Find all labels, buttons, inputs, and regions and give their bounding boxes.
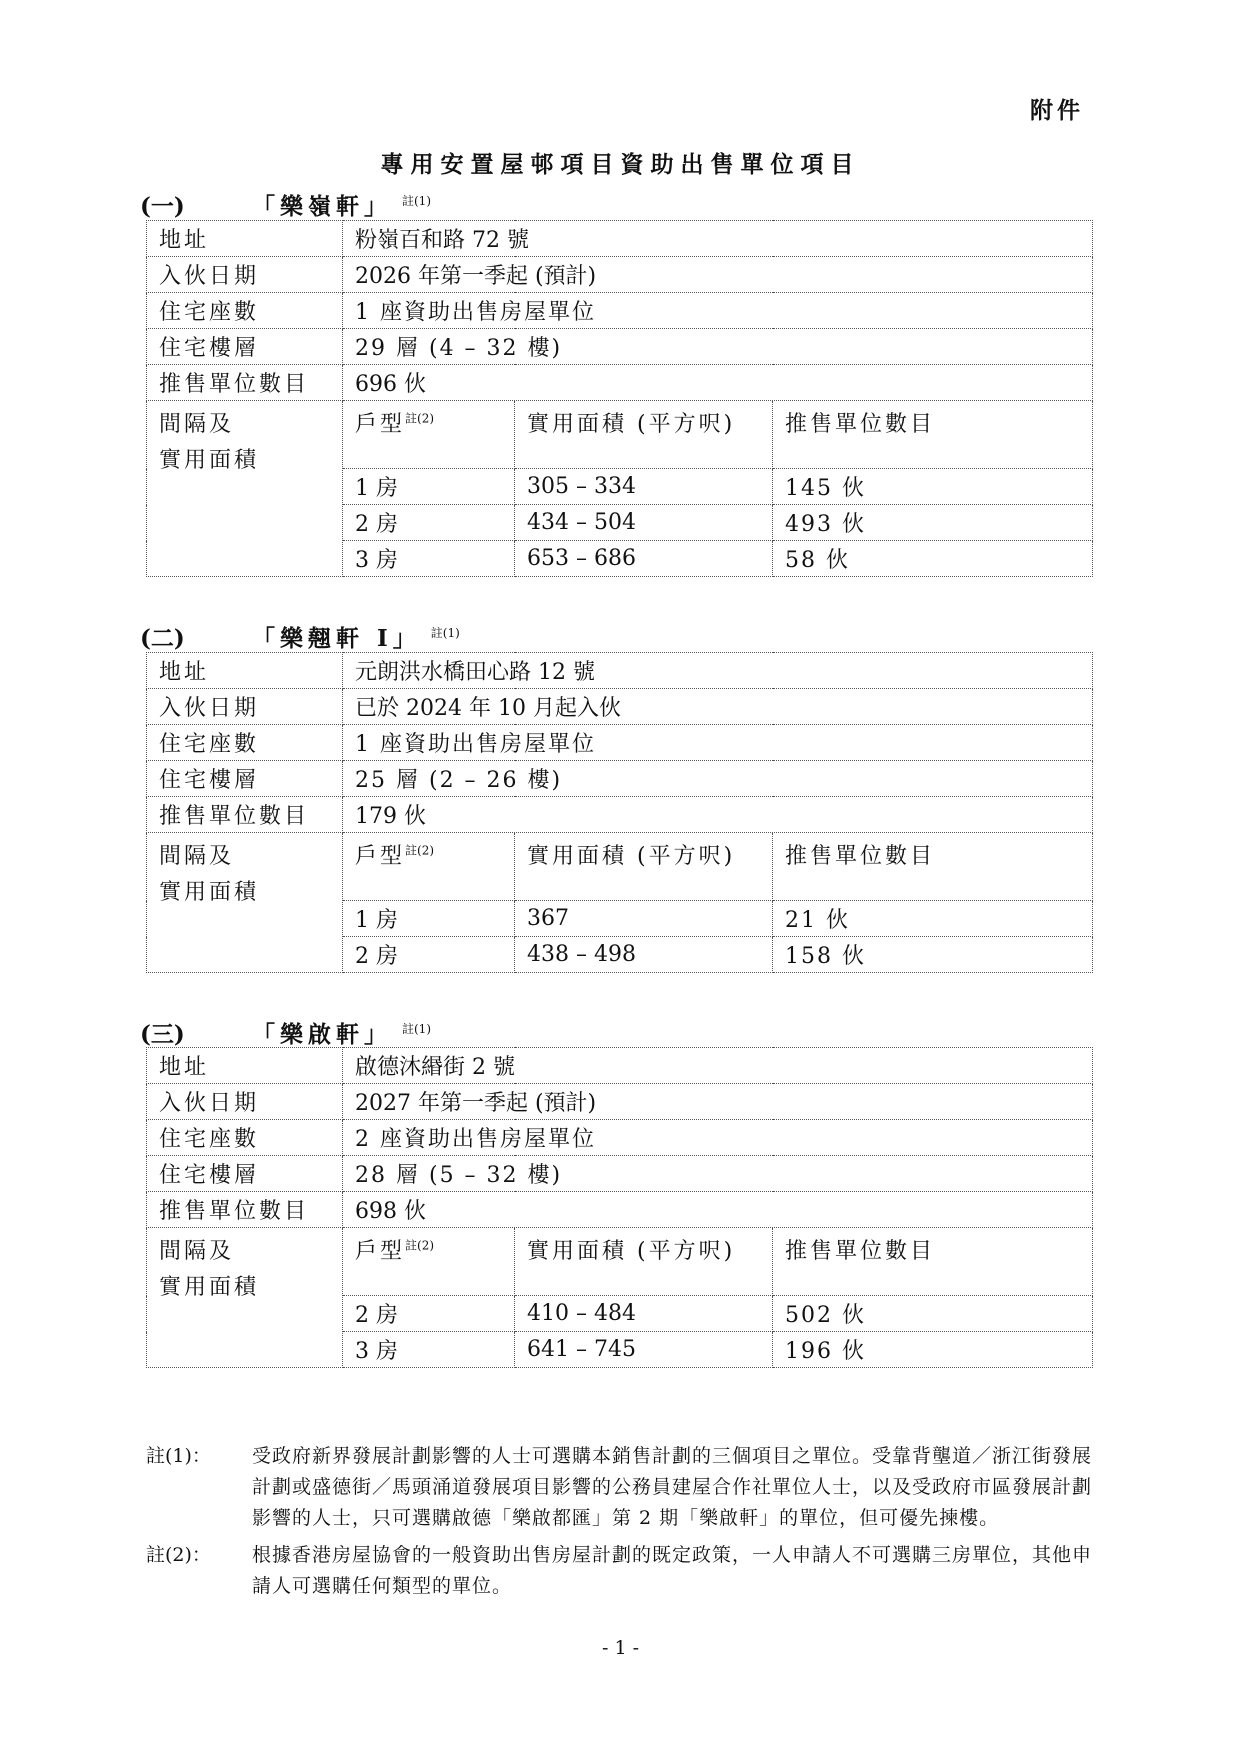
units-value: 696 伙 bbox=[343, 365, 1093, 401]
document-title: 專用安置屋邨項目資助出售單位項目 bbox=[380, 151, 861, 178]
layout-label-line2: 實用面積 bbox=[159, 880, 260, 905]
count-cell: 158 伙 bbox=[773, 937, 1093, 973]
note-ref: 註(1) bbox=[402, 1022, 431, 1037]
intake-label: 入伙日期 bbox=[147, 1084, 343, 1120]
intake-value: 已於 2024 年 10 月起入伙 bbox=[343, 689, 1093, 725]
footnote-1 bbox=[146, 1441, 1096, 1534]
section-number: (三) bbox=[140, 1021, 185, 1048]
floors-label: 住宅樓層 bbox=[147, 1156, 343, 1192]
section-number: (一) bbox=[140, 193, 185, 220]
area-header: 實用面積 (平方呎) bbox=[515, 401, 773, 469]
area-cell: 410 – 484 bbox=[515, 1296, 773, 1332]
note-ref: 註(1) bbox=[430, 626, 460, 641]
count-cell: 58 伙 bbox=[773, 541, 1093, 577]
count-cell: 21 伙 bbox=[773, 901, 1093, 937]
flat-type-label: 戶型 bbox=[355, 412, 406, 437]
note-ref: 註(2) bbox=[405, 843, 435, 858]
area-cell: 434 – 504 bbox=[515, 505, 773, 541]
flat-type-header bbox=[343, 1228, 515, 1296]
units-label: 推售單位數目 bbox=[147, 797, 343, 833]
intake-value: 2026 年第一季起 (預計) bbox=[343, 257, 1093, 293]
section-number: (二) bbox=[140, 625, 185, 652]
blocks-label: 住宅座數 bbox=[147, 725, 343, 761]
area-header: 實用面積 (平方呎) bbox=[515, 1228, 773, 1296]
address-value: 粉嶺百和路 72 號 bbox=[343, 221, 1093, 257]
section-2-table bbox=[146, 652, 1093, 973]
flat-type-cell: 1 房 bbox=[343, 901, 515, 937]
blocks-value: 2 座資助出售房屋單位 bbox=[343, 1120, 1093, 1156]
note-ref: 註(1) bbox=[402, 194, 431, 209]
blocks-label: 住宅座數 bbox=[147, 1120, 343, 1156]
layout-label bbox=[147, 833, 343, 973]
section-name: 「樂啟軒」 bbox=[252, 1021, 392, 1048]
units-value: 179 伙 bbox=[343, 797, 1093, 833]
area-header: 實用面積 (平方呎) bbox=[515, 833, 773, 901]
count-cell: 145 伙 bbox=[773, 469, 1093, 505]
count-header: 推售單位數目 bbox=[773, 1228, 1093, 1296]
flat-type-label: 戶型 bbox=[355, 1239, 406, 1264]
intake-label: 入伙日期 bbox=[147, 689, 343, 725]
footnotes bbox=[146, 1441, 1096, 1608]
count-header: 推售單位數目 bbox=[773, 833, 1093, 901]
address-label: 地址 bbox=[147, 653, 343, 689]
count-cell: 502 伙 bbox=[773, 1296, 1093, 1332]
layout-label-line2: 實用面積 bbox=[159, 1275, 260, 1300]
units-value: 698 伙 bbox=[343, 1192, 1093, 1228]
units-label: 推售單位數目 bbox=[147, 365, 343, 401]
address-label: 地址 bbox=[147, 1048, 343, 1084]
floors-label: 住宅樓層 bbox=[147, 761, 343, 797]
blocks-value: 1 座資助出售房屋單位 bbox=[343, 725, 1093, 761]
area-cell: 641 – 745 bbox=[515, 1332, 773, 1368]
floors-value: 25 層 (2 – 26 樓) bbox=[343, 761, 1093, 797]
flat-type-cell: 3 房 bbox=[343, 1332, 515, 1368]
flat-type-cell: 2 房 bbox=[343, 505, 515, 541]
floors-label: 住宅樓層 bbox=[147, 329, 343, 365]
footnote-key: 註(1)： bbox=[146, 1445, 211, 1467]
section-3-heading bbox=[140, 1016, 431, 1049]
footnote-text: 根據香港房屋協會的一般資助出售房屋計劃的既定政策，一人申請人不可選購三房單位，其他申請人可選購任何類型的單位。 bbox=[252, 1544, 1093, 1597]
note-ref: 註(2) bbox=[405, 1238, 435, 1253]
flat-type-cell: 2 房 bbox=[343, 937, 515, 973]
footnote-text: 受政府新界發展計劃影響的人士可選購本銷售計劃的三個項目之單位。受靠背壟道／浙江街發展計劃或盛德街／馬頭涌道發展項目影響的公務員建屋合作社單位人士，以及受政府市區發展計劃影響的人士，只可選購啟德「樂啟都匯」第 2 期「樂啟軒」的單位，但可優先揀樓。 bbox=[252, 1445, 1093, 1529]
layout-label bbox=[147, 401, 343, 577]
flat-type-cell: 3 房 bbox=[343, 541, 515, 577]
layout-label bbox=[147, 1228, 343, 1368]
section-2-heading bbox=[140, 620, 460, 653]
layout-label-line2: 實用面積 bbox=[159, 448, 260, 473]
address-value: 啟德沐緡街 2 號 bbox=[343, 1048, 1093, 1084]
floors-value: 29 層 (4 – 32 樓) bbox=[343, 329, 1093, 365]
flat-type-cell: 1 房 bbox=[343, 469, 515, 505]
count-cell: 493 伙 bbox=[773, 505, 1093, 541]
footnote-2 bbox=[146, 1540, 1096, 1602]
blocks-label: 住宅座數 bbox=[147, 293, 343, 329]
area-cell: 367 bbox=[515, 901, 773, 937]
footnote-key: 註(2)： bbox=[146, 1544, 211, 1566]
flat-type-header bbox=[343, 833, 515, 901]
layout-label-line1: 間隔及 bbox=[159, 1239, 235, 1264]
page-number: - 1 - bbox=[601, 1637, 639, 1659]
count-cell: 196 伙 bbox=[773, 1332, 1093, 1368]
note-ref: 註(2) bbox=[405, 411, 435, 426]
flat-type-header bbox=[343, 401, 515, 469]
section-1-table bbox=[146, 220, 1093, 577]
section-1-heading bbox=[140, 188, 431, 221]
intake-value: 2027 年第一季起 (預計) bbox=[343, 1084, 1093, 1120]
area-cell: 305 – 334 bbox=[515, 469, 773, 505]
count-header: 推售單位數目 bbox=[773, 401, 1093, 469]
address-label: 地址 bbox=[147, 221, 343, 257]
address-value: 元朗洪水橋田心路 12 號 bbox=[343, 653, 1093, 689]
section-name: 「樂翹軒 I」 bbox=[252, 625, 421, 652]
floors-value: 28 層 (5 – 32 樓) bbox=[343, 1156, 1093, 1192]
layout-label-line1: 間隔及 bbox=[159, 844, 235, 869]
area-cell: 653 – 686 bbox=[515, 541, 773, 577]
blocks-value: 1 座資助出售房屋單位 bbox=[343, 293, 1093, 329]
section-3-table bbox=[146, 1047, 1093, 1368]
layout-label-line1: 間隔及 bbox=[159, 412, 235, 437]
section-name: 「樂嶺軒」 bbox=[252, 193, 392, 220]
units-label: 推售單位數目 bbox=[147, 1192, 343, 1228]
flat-type-cell: 2 房 bbox=[343, 1296, 515, 1332]
annex-label: 附件 bbox=[1030, 97, 1084, 124]
intake-label: 入伙日期 bbox=[147, 257, 343, 293]
area-cell: 438 – 498 bbox=[515, 937, 773, 973]
flat-type-label: 戶型 bbox=[355, 844, 406, 869]
